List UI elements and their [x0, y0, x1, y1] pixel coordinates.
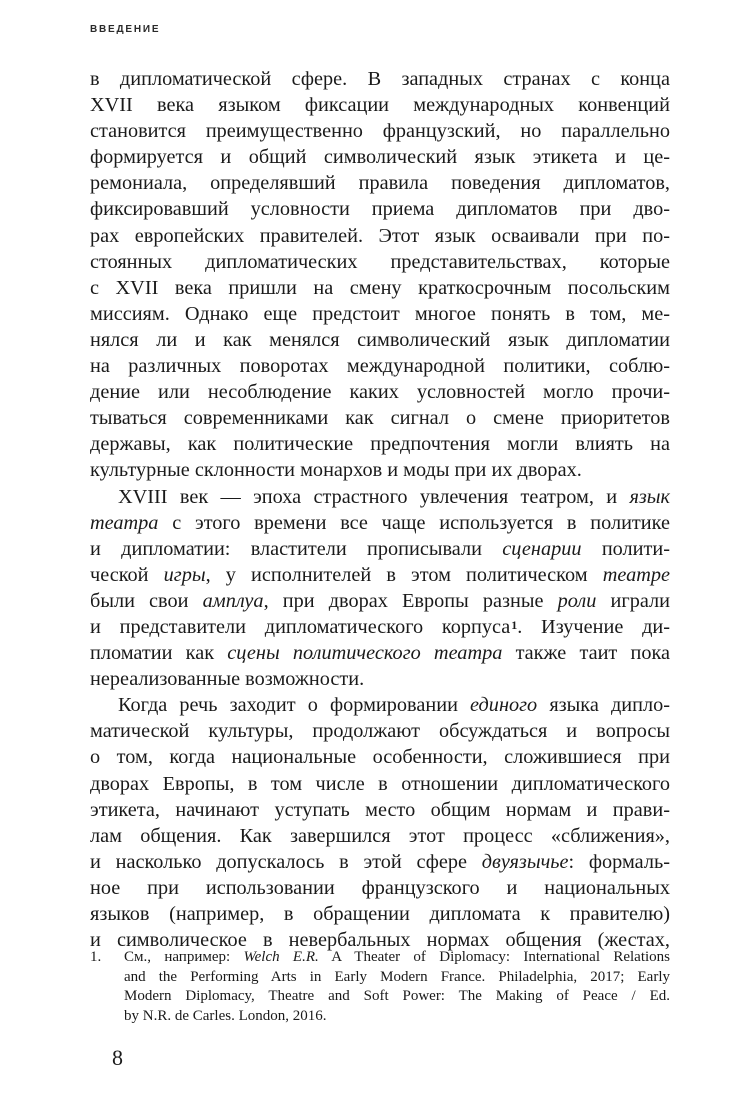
text-line: [90, 301, 670, 327]
italic-span: театра: [90, 511, 159, 534]
italic-span: амплуа: [202, 589, 264, 612]
italic-span: игры: [163, 563, 206, 586]
text-line: [90, 249, 670, 275]
page-number: 8: [112, 1045, 123, 1070]
text-span: лам общения. Как завершился этот процесс «сближения»,: [90, 824, 670, 847]
italic-span: театре: [602, 563, 670, 586]
footnote-line: [124, 1007, 670, 1027]
text-line: [90, 510, 670, 536]
text-span: См., например:: [124, 949, 244, 965]
text-span: Когда речь заходит о формировании: [118, 694, 471, 717]
text-span: и представители дипломатического корпуса: [90, 615, 511, 638]
text-span: Modern Diplomacy, Theatre and Soft Power: The Making of Peace / Ed.: [124, 988, 670, 1004]
text-span: играли: [596, 589, 670, 612]
italic-span: сцены политического театра: [227, 642, 503, 665]
text-line: [90, 196, 670, 222]
text-span: by N.R. de Carles. London, 2016.: [124, 1007, 327, 1024]
footnote-text: [124, 948, 670, 1026]
text-span: дворах Европы, в том числе в отношении дипломатического: [90, 772, 670, 795]
text-line: [90, 875, 670, 901]
italic-span: сценарии: [502, 537, 582, 560]
footnote-number: 1.: [90, 949, 102, 965]
text-line: [90, 797, 670, 823]
italic-span: двуязычье: [481, 850, 569, 873]
text-span: культурные склонности монархов и моды при их дворах.: [90, 459, 582, 482]
text-line: [90, 431, 670, 457]
text-span: были свои: [90, 589, 203, 612]
text-line: [90, 666, 670, 692]
text-span: на различных поворотах международной политики, соблю-: [90, 355, 670, 378]
text-span: о том, когда национальные особенности, сложившиеся при: [90, 746, 670, 769]
footnote-line: [124, 948, 670, 968]
text-span: ческой: [90, 563, 164, 586]
running-head: ВВЕДЕНИЕ: [90, 24, 161, 35]
italic-span: роли: [557, 589, 597, 612]
text-span: и дипломатии: властители прописывали: [90, 537, 503, 560]
text-span: фиксировавший условности приема дипломатов при дво-: [90, 198, 670, 221]
text-span: также таит пока: [502, 642, 671, 665]
text-span: нереализованные возможности.: [90, 668, 365, 691]
text-span: пломатии как: [90, 642, 228, 665]
text-line: [90, 223, 670, 249]
text-span: становится преимущественно французский, но параллельно: [90, 120, 670, 143]
text-span: полити-: [581, 537, 670, 560]
text-span: : формаль-: [568, 850, 670, 873]
footnote: [90, 948, 670, 1026]
text-line: [90, 92, 670, 118]
text-line: [90, 771, 670, 797]
text-span: и насколько допускалось в этой сфере: [90, 850, 482, 873]
text-span: XVIII век — эпоха страстного увлечения театром, и: [118, 485, 630, 508]
text-span: дение или несоблюдение каких условностей могло прочи-: [90, 381, 670, 404]
text-span: и символическое в невербальных нормах общения (жестах,: [90, 929, 670, 952]
footnote-line: [124, 968, 670, 988]
text-line: [90, 118, 670, 144]
italic-span: язык: [629, 485, 670, 508]
text-span: стоянных дипломатических представительствах, которые: [90, 250, 670, 273]
text-line: [90, 614, 670, 640]
text-line: [90, 405, 670, 431]
text-span: A Theater of Diplomacy: International Relations: [318, 949, 670, 965]
text-line: [90, 536, 670, 562]
text-span: XVII века языком фиксации международных конвенций: [90, 94, 670, 117]
text-span: . Изучение ди-: [517, 615, 670, 638]
text-line: [90, 379, 670, 405]
footnote-line: [124, 987, 670, 1007]
italic-span: единого: [470, 694, 538, 717]
text-line: [90, 744, 670, 770]
text-span: , при дворах Европы разные: [263, 589, 558, 612]
text-line: [90, 823, 670, 849]
text-span: матической культуры, продолжают обсуждаться и вопросы: [90, 720, 670, 743]
text-span: ное при использовании французского и национальных: [90, 876, 670, 899]
text-line: [90, 640, 670, 666]
text-line: [90, 66, 670, 92]
text-line: [90, 562, 670, 588]
text-span: с XVII века пришли на смену краткосрочным посольским: [90, 276, 670, 299]
text-line: [90, 457, 670, 483]
text-line: [90, 718, 670, 744]
text-line: [90, 170, 670, 196]
text-span: ремониала, определявший правила поведения дипломатов,: [90, 172, 670, 195]
text-span: , у исполнителей в этом политическом: [205, 563, 603, 586]
text-line: [90, 275, 670, 301]
text-line: [90, 901, 670, 927]
text-span: этикета, начинают уступать место общим нормам и прави-: [90, 798, 670, 821]
text-span: языка дипло-: [537, 694, 670, 717]
italic-span: Welch E.R.: [243, 949, 319, 965]
text-span: and the Performing Arts in Early Modern France. Philadelphia, 2017; Early: [124, 968, 670, 985]
text-line: [90, 327, 670, 353]
text-line: [90, 484, 670, 510]
text-span: языков (например, в обращении дипломата к правителю): [90, 903, 670, 925]
text-line: [90, 692, 670, 718]
text-line: [90, 144, 670, 170]
text-span: тываться современниками как сигнал о смене приоритетов: [90, 407, 670, 430]
text-line: [90, 353, 670, 379]
text-span: рах европейских правителей. Этот язык осваивали при по-: [90, 224, 670, 247]
text-span: миссиям. Однако еще предстоит многое понять в том, ме-: [90, 302, 670, 325]
body-text: [90, 66, 670, 953]
text-span: нялся ли и как менялся символический язык дипломатии: [90, 328, 670, 351]
text-span: с этого времени все чаще используется в политике: [158, 511, 670, 534]
footnote-ref: 1: [511, 617, 518, 632]
text-span: формируется и общий символический язык этикета и це-: [90, 146, 670, 169]
text-line: [90, 849, 670, 875]
text-span: в дипломатической сфере. В западных странах с конца: [90, 68, 670, 90]
text-span: державы, как политические предпочтения могли влиять на: [90, 433, 670, 456]
text-line: [90, 588, 670, 614]
